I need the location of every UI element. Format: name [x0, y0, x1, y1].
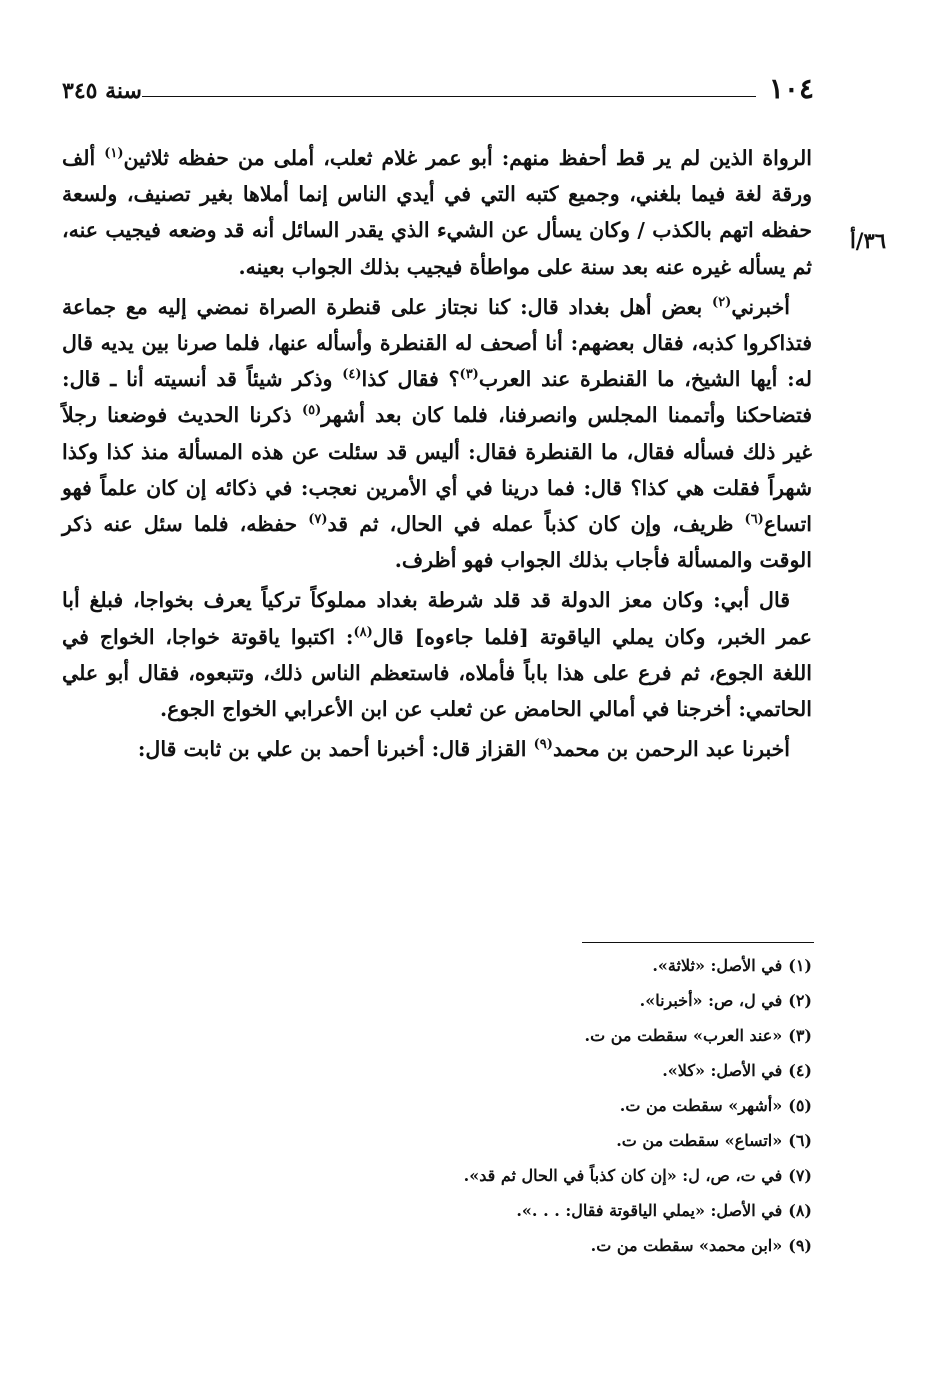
footnote-reference: (٢): [712, 294, 732, 310]
footnote-number: (٩): [788, 1236, 812, 1255]
footnotes: [300, 948, 812, 1263]
footnote-text: في ل، ص: «أخبرنا».: [639, 991, 783, 1010]
footnote-reference: (١): [104, 146, 124, 162]
footnote: [300, 1193, 812, 1228]
footnote-text: في الأصل: «ثلاثة».: [652, 956, 783, 975]
footnote-text: «أشهر» سقطت من ت.: [619, 1096, 783, 1115]
footnote-reference: (٦): [744, 512, 764, 528]
paragraph-text: حفظه، فلما سئل عنه ذكر الوقت والمسألة فأجاب بذلك الجواب فهو أظرف.: [62, 512, 812, 573]
paragraph: [62, 582, 812, 727]
paragraph-text: بعض أهل بغداد قال: كنا نجتاز على قنطرة الصراة نمضي إليه مع جماعة فتذاكروا كذبه، فقال بعضهم: أنا أصحف له القنطرة وأسأله عنها، فلما صرنا بين يديه قال له: أيها الشيخ، ما القنطرة عند العرب: [62, 294, 812, 392]
paragraph-text: ؟ فقال كذا: [361, 367, 460, 392]
paragraph-text: الرواة الذين لم ير قط أحفظ منهم: أبو عمر غلام ثعلب، أملى من حفظه ثلاثين: [123, 146, 812, 170]
page-number: ١٠٤: [768, 72, 814, 105]
footnote-text: «ابن محمد» سقطت من ت.: [590, 1236, 783, 1255]
footnote-text: «عند العرب» سقطت من ت.: [584, 1026, 783, 1045]
footnote: [300, 1228, 812, 1263]
footnote-rule: [582, 942, 814, 943]
header-rule: [142, 96, 756, 97]
paragraph-text: ألف ورقة لغة فيما بلغني، وجميع كتبه التي في أيدي الناس إنما أملاها بغير تصنيف، ولسعة حفظه اتهم بالكذب / وكان يسأل عن الشيء الذي يقدر السائل أنه قد وضعه فيجيب عنه، ثم يسأله غيره عنه بعد سنة على مواطأة فيجيب بذلك الجواب بعينه.: [62, 146, 812, 279]
footnote: [300, 948, 812, 983]
footnote-number: (٨): [788, 1201, 812, 1220]
footnote-reference: (٨): [353, 624, 373, 640]
page-header: [62, 72, 814, 112]
footnote-number: (٧): [788, 1166, 812, 1185]
paragraph-text: ذكرنا الحديث فوضعنا رجلاً غير ذلك فسأله فقال، ما القنطرة فقال: أليس قد سئلت عن هذه المسألة منذ كذا وكذا شهراً فقلت هي كذا؟ قال: فما درينا في أي الأمرين نعجب: في ذكائه إن كان علماً فهو اتساع: [62, 403, 812, 537]
footnote: [300, 1088, 812, 1123]
running-head: سنة ٣٤٥: [62, 78, 142, 104]
paragraph-text: وذكر شيئاً قد أنسيته أنا ـ قال: فتضاحكنا وأتممنا المجلس وانصرفنا، فلما كان بعد أشهر: [62, 367, 812, 428]
footnote-reference: (٣): [459, 367, 479, 383]
main-text: [62, 140, 812, 771]
footnote-reference: (٧): [308, 512, 328, 528]
footnote: [300, 1123, 812, 1158]
paragraph: [62, 289, 812, 579]
footnote-number: (٢): [788, 991, 812, 1010]
paragraph: [62, 731, 812, 767]
paragraph-text: القزاز قال: أخبرنا أحمد بن علي بن ثابت قال:: [137, 737, 534, 762]
paragraph-text: أخبرني: [731, 294, 790, 319]
footnote-text: «اتساع» سقطت من ت.: [616, 1131, 783, 1150]
footnote-number: (١): [788, 956, 812, 975]
footnote: [300, 983, 812, 1018]
footnote: [300, 1053, 812, 1088]
footnote-reference: (٤): [342, 367, 362, 383]
footnote-number: (٣): [788, 1026, 812, 1045]
footnote-text: في ت، ص، ل: «إن كان كذباً في الحال ثم قد».: [463, 1166, 783, 1185]
paragraph-text: ظريف، وإن كان كذباً عمله في الحال، ثم قد: [327, 512, 745, 537]
footnote-text: في الأصل: «كلا».: [662, 1061, 783, 1080]
footnote-number: (٥): [788, 1096, 812, 1115]
footnote-reference: (٥): [301, 403, 322, 419]
footnote-reference: (٩): [533, 737, 553, 753]
footnote: [300, 1158, 812, 1193]
paragraph-text: : اكتبوا ياقوتة خواجا، الخواج في اللغة الجوع، ثم فرع على هذا باباً فأملاه، فاستعظم الناس ذلك، وتتبعوه، فقال أبو علي الحاتمي: أخرجنا في أمالي الحامض عن ثعلب عن ابن الأعرابي الخواج الجوع.: [62, 624, 812, 722]
footnote-number: (٦): [788, 1131, 812, 1150]
paragraph-text: أخبرنا عبد الرحمن بن محمد: [552, 737, 790, 762]
paragraph-text: قال أبي: وكان معز الدولة قد قلد شرطة بغداد مملوكاً تركياً يعرف بخواجا، فبلغ أبا عمر الخبر، وكان يملي الياقوتة [فلما جاءوه] قال: [62, 588, 812, 649]
footnote: [300, 1018, 812, 1053]
footnote-text: في الأصل: «يملي الياقوتة فقال: . . .».: [516, 1201, 783, 1220]
margin-folio-note: ٣٦/أ: [849, 228, 887, 253]
footnote-number: (٤): [788, 1061, 812, 1080]
paragraph: [62, 140, 812, 285]
